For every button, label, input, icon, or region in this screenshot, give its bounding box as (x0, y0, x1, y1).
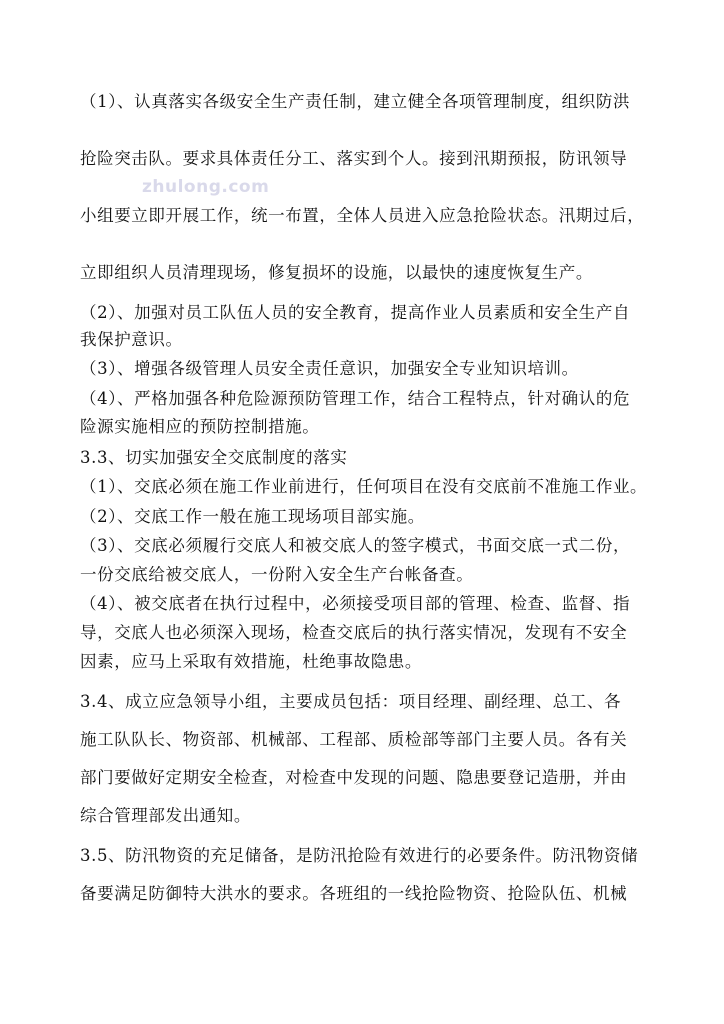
section-heading: 3.3、切实加强安全交底制度的落实 (80, 448, 348, 467)
paragraph-line: （2）、交底工作一般在施工现场项目部实施。 (80, 507, 425, 526)
paragraph-line: 我保护意识。 (80, 330, 183, 349)
paragraph-line: （2）、加强对员工队伍人员的安全教育，提高作业人员素质和安全生产自 (80, 303, 631, 322)
paragraph-line: 抢险突击队。要求具体责任分工、落实到个人。接到汛期预报，防讯领导 (80, 149, 628, 168)
paragraph-line: （3）、增强各级管理人员安全责任意识，加强安全专业知识培训。 (80, 359, 579, 378)
paragraph-line: 施工队队长、物资部、机械部、工程部、质检部等部门主要人员。各有关 (80, 730, 628, 749)
watermark-text: zhulong.com (142, 177, 270, 197)
paragraph-line: （4）、严格加强各种危险源预防管理工作，结合工程特点，针对确认的危 (80, 389, 631, 408)
paragraph-line: （3）、交底必须履行交底人和被交底人的签字模式，书面交底一式二份， (80, 536, 631, 555)
paragraph-line: 部门要做好定期安全检查，对检查中发现的问题、隐患要登记造册，并由 (80, 768, 628, 787)
paragraph-line: 小组要立即开展工作，统一布置，全体人员进入应急抢险状态。汛期过后， (80, 206, 645, 225)
paragraph-line: （1）、交底必须在施工作业前进行，任何项目在没有交底前不准施工作业。 (80, 477, 648, 496)
paragraph-line: 因素，应马上采取有效措施，杜绝事故隐患。 (80, 652, 422, 671)
paragraph-line: （1）、认真落实各级安全生产责任制，建立健全各项管理制度，组织防洪 (80, 92, 631, 111)
paragraph-line: 一份交底给被交底人，一份附入安全生产台帐备查。 (80, 565, 474, 584)
paragraph-line: 导，交底人也必须深入现场，检查交底后的执行落实情况，发现有不安全 (80, 623, 628, 642)
paragraph-line: 险源实施相应的预防控制措施。 (80, 417, 320, 436)
paragraph-line: 备要满足防御特大洪水的要求。各班组的一线抢险物资、抢险队伍、机械 (80, 884, 628, 903)
paragraph-line: 立即组织人员清理现场，修复损坏的设施，以最快的速度恢复生产。 (80, 263, 593, 282)
paragraph-line: 3.4、成立应急领导小组，主要成员包括：项目经理、副经理、总工、各 (80, 692, 622, 711)
paragraph-line: 综合管理部发出通知。 (80, 806, 251, 825)
paragraph-line: 3.5、防汛物资的充足储备，是防汛抢险有效进行的必要条件。防汛物资储 (80, 846, 639, 865)
paragraph-line: （4）、被交底者在执行过程中，必须接受项目部的管理、检查、监督、指 (80, 594, 631, 613)
